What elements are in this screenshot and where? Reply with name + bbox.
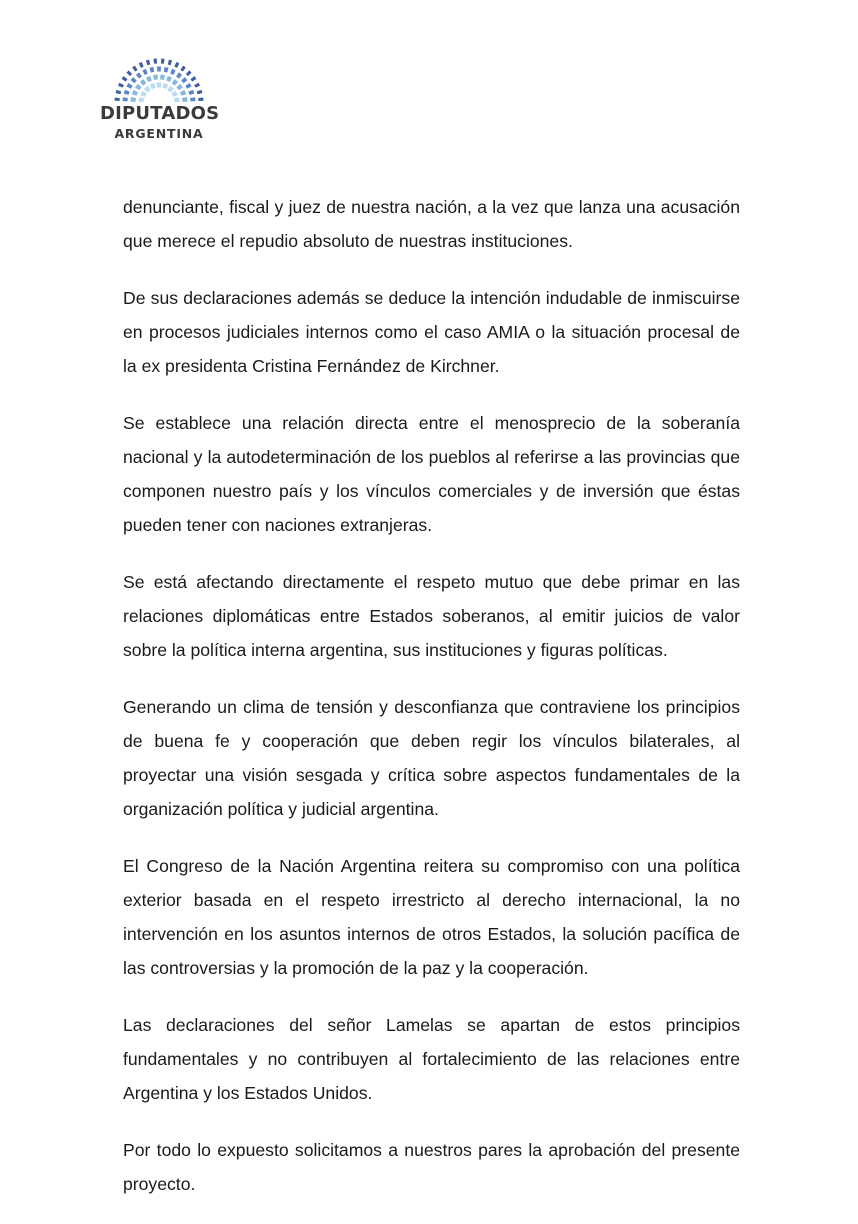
seat-segment xyxy=(177,74,180,76)
seat-segment xyxy=(120,84,121,87)
seat-segment xyxy=(143,71,146,73)
seat-segment xyxy=(147,78,151,80)
paragraph-5: Generando un clima de tensión y desconfianza que contraviene los principios de buena fe y cooperación que deben regir los vínculos bilaterales, al proyectar una visión sesgada y crítica sobre aspectos fundamentales de la organización política y judicial argentina. xyxy=(123,690,740,826)
seat-segment xyxy=(138,74,141,76)
seat-segment xyxy=(137,86,140,89)
paragraph-6: El Congreso de la Nación Argentina reitera su compromiso con una política exterior basada en el respeto irrestricto al derecho internacional, la no intervención en los asuntos internos de otros Estados, la solución pacífica de las controversias y la promoción de la paz y la cooperación. xyxy=(123,849,740,985)
chamber-seats-icon xyxy=(114,58,204,104)
seat-segment xyxy=(147,62,150,63)
logo-title: DIPUTADOS xyxy=(100,103,218,124)
seat-segment xyxy=(188,72,190,74)
seat-segment xyxy=(129,84,131,87)
seat-segment xyxy=(140,64,143,65)
paragraph-7: Las declaraciones del señor Lamelas se apartan de estos principios fundamentales y no contribuyen al fortalecimiento de las relaciones entre Argentina y los Estados Unidos. xyxy=(123,1008,740,1110)
seat-segment xyxy=(192,78,194,81)
seat-segment xyxy=(169,88,172,91)
paragraph-1: denunciante, fiscal y juez de nuestra nación, a la vez que lanza una acusación que merece el repudio absoluto de nuestras instituciones. xyxy=(123,190,740,258)
logo-subtitle: ARGENTINA xyxy=(100,126,218,141)
document-body xyxy=(123,190,740,1224)
seat-segment xyxy=(163,85,167,87)
seat-segment xyxy=(196,84,197,87)
seat-segment xyxy=(182,68,185,70)
seat-segment xyxy=(124,78,126,81)
seat-segment xyxy=(168,62,171,63)
seat-segment xyxy=(164,69,168,70)
seat-segment xyxy=(167,78,171,80)
paragraph-8: Por todo lo expuesto solicitamos a nuestros pares la aprobación del presente proyecto. xyxy=(123,1133,740,1201)
seat-segment xyxy=(146,88,149,91)
seat-segment xyxy=(133,98,134,102)
paragraph-3: Se establece una relación directa entre el menosprecio de la soberanía nacional y la autodeterminación de los pueblos al referirse a las provincias que componen nuestro país y los vínculos comerciales y de inversión que éstas pueden tener con naciones extranjeras. xyxy=(123,406,740,542)
seat-segment xyxy=(191,91,192,95)
seat-segment xyxy=(142,81,145,84)
seat-segment xyxy=(173,81,176,84)
diputados-logo xyxy=(100,58,220,148)
seat-segment xyxy=(134,68,137,70)
seat-segment xyxy=(182,91,184,95)
seat-segment xyxy=(126,91,127,95)
seat-segment xyxy=(187,84,189,87)
seat-segment xyxy=(128,72,130,74)
seat-segment xyxy=(118,91,119,94)
seat-segment xyxy=(171,71,174,73)
seat-segment xyxy=(150,69,154,70)
seat-segment xyxy=(141,98,142,102)
seat-segment xyxy=(175,64,178,65)
seat-segment xyxy=(184,98,185,102)
seat-segment xyxy=(133,79,135,82)
seat-segment xyxy=(173,92,175,96)
seat-segment xyxy=(183,79,185,82)
seat-segment xyxy=(154,77,158,78)
seat-segment xyxy=(151,85,155,87)
seat-segment xyxy=(134,91,136,95)
seat-segment xyxy=(199,91,200,94)
paragraph-2: De sus declaraciones además se deduce la intención indudable de inmiscuirse en procesos judiciales internos como el caso AMIA o la situación procesal de la ex presidenta Cristina Fernández de Kirchner. xyxy=(123,281,740,383)
seat-segment xyxy=(142,92,144,96)
paragraph-4: Se está afectando directamente el respeto mutuo que debe primar en las relaciones diplomáticas entre Estados soberanos, al emitir juicios de valor sobre la política interna argentina, sus instituciones y figuras políticas. xyxy=(123,565,740,667)
seat-segment xyxy=(160,77,164,78)
seat-segment xyxy=(178,86,181,89)
seat-segment xyxy=(176,98,177,102)
